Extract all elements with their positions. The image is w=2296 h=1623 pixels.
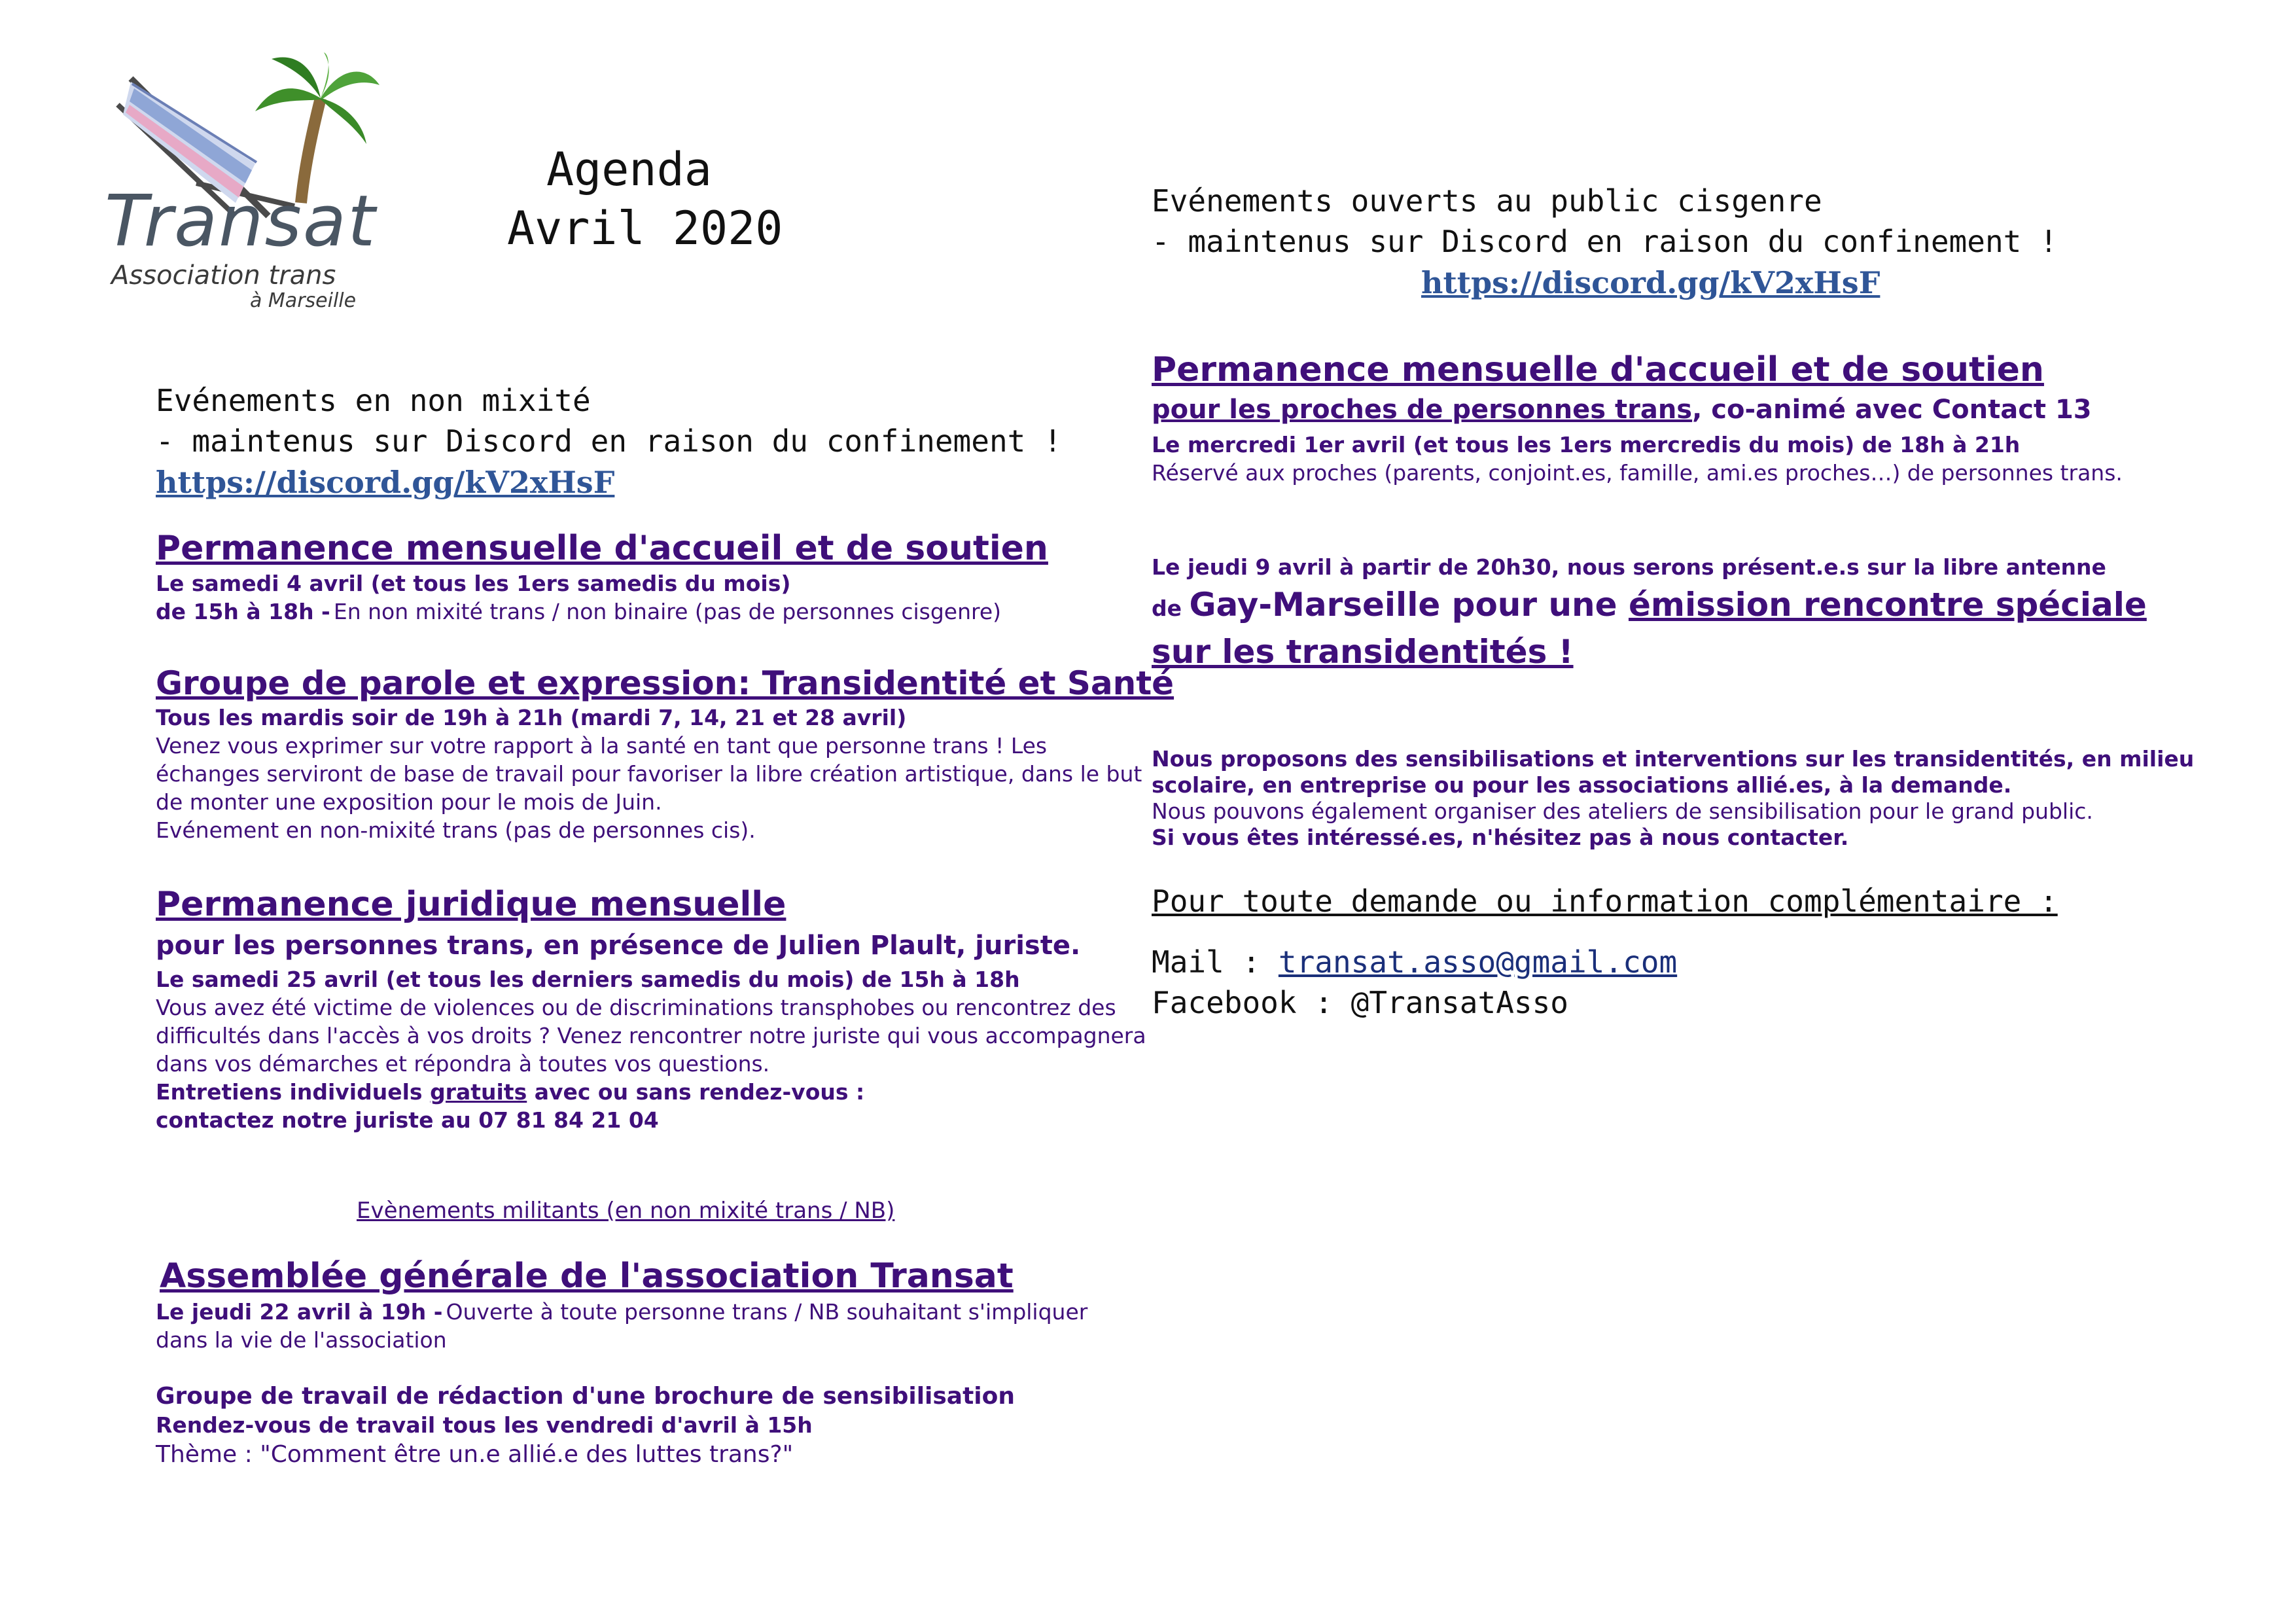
left-ev3-subtitle: pour les personnes trans, en présence de Julien Plault, juriste.	[156, 931, 1081, 961]
right-radio-gay-marseille: Gay-Marseille pour une	[1189, 586, 1629, 624]
left-ev1-date-2: de 15h à 18h -	[156, 599, 330, 624]
left-ev3-bold-1	[156, 1079, 864, 1105]
right-radio-line-3: sur les transidentités !	[1152, 633, 1574, 671]
contact-mail-link[interactable]: transat.asso@gmail.com	[1278, 944, 1678, 980]
logo-tagline-1: Association trans	[111, 260, 336, 291]
right-ev1-title: Permanence mensuelle d'accueil et de soutien	[1152, 350, 2044, 389]
right-intro-line-1: Evénements ouverts au public cisgenre	[1152, 183, 1822, 219]
left-ev3-bold-1c: avec ou sans rendez-vous :	[527, 1079, 865, 1105]
right-radio-de: de	[1152, 596, 1190, 621]
right-sensib-line-3: Nous pouvons également organiser des ateliers de sensibilisation pour le grand public.	[1152, 798, 2093, 824]
left-intro-line-2: - maintenus sur Discord en raison du confinement !	[156, 423, 1062, 459]
contact-facebook: Facebook : @TransatAsso	[1152, 985, 1568, 1020]
left-ev2-desc-3: de monter une exposition pour le mois de Juin.	[156, 789, 662, 815]
left-ev2-desc-1: Venez vous exprimer sur votre rapport à la santé en tant que personne trans ! Les	[156, 733, 1048, 758]
left-ev3-desc-2: difficultés dans l'accès à vos droits ? Venez rencontrer notre juriste qui vous accompagnera	[156, 1023, 1146, 1048]
logo-wordmark: Transat	[105, 181, 377, 262]
right-ev1-desc: Réservé aux proches (parents, conjoint.es, famille, ami.es proches…) de personnes trans.	[1152, 460, 2123, 486]
right-sensib-line-1: Nous proposons des sensibilisations et interventions sur les transidentités, en milieu	[1152, 746, 2195, 772]
left-ev4-desc-1: Ouverte à toute personne trans / NB souhaitant s'impliquer	[446, 1299, 1088, 1325]
left-ev5-title: Groupe de travail de rédaction d'une brochure de sensibilisation	[156, 1383, 1015, 1410]
right-ev1-date: Le mercredi 1er avril (et tous les 1ers mercredis du mois) de 18h à 21h	[1152, 432, 2021, 457]
left-ev3-date: Le samedi 25 avril (et tous les derniers samedis du mois) de 15h à 18h	[156, 967, 1020, 992]
right-radio-line-1: Le jeudi 9 avril à partir de 20h30, nous serons présent.e.s sur la libre antenne	[1152, 554, 2106, 580]
left-ev5-date: Rendez-vous de travail tous les vendredi d'avril à 15h	[156, 1412, 813, 1438]
page-title-line-2: Avril 2020	[507, 202, 783, 255]
right-ev1-subtitle-a: pour les proches de personnes trans	[1152, 395, 1693, 425]
left-ev3-title: Permanence juridique mensuelle	[156, 885, 786, 924]
left-ev3-desc-1: Vous avez été victime de violences ou de discriminations transphobes ou rencontrez des	[156, 995, 1116, 1020]
left-ev1-title: Permanence mensuelle d'accueil et de soutien	[156, 529, 1048, 568]
contact-mail-row	[1152, 944, 1677, 980]
left-ev2-date: Tous les mardis soir de 19h à 21h (mardi 7, 14, 21 et 28 avril)	[156, 705, 907, 730]
left-ev2-desc-2: échanges serviront de base de travail pour favoriser la libre création artistique, dans le but	[156, 761, 1142, 787]
left-ev4-date-row	[156, 1299, 1087, 1325]
militant-heading: Evènements militants (en non mixité trans / NB)	[357, 1198, 895, 1224]
left-ev1-desc: En non mixité trans / non binaire (pas de personnes cisgenre)	[333, 599, 1002, 624]
left-ev2-title: Groupe de parole et expression: Transidentité et Santé	[156, 664, 1174, 702]
left-discord-link[interactable]: https://discord.gg/kV2xHsF	[156, 465, 615, 500]
right-ev1-subtitle-b: , co-animé avec Contact 13	[1692, 395, 2092, 425]
left-ev4-title: Assemblée générale de l'association Transat	[160, 1257, 1014, 1296]
right-ev1-subtitle	[1152, 395, 2092, 425]
left-ev3-desc-3: dans vos démarches et répondra à toutes vos questions.	[156, 1051, 770, 1077]
left-ev3-phone: contactez notre juriste au 07 81 84 21 04	[156, 1107, 659, 1133]
left-ev1-date-1: Le samedi 4 avril (et tous les 1ers samedis du mois)	[156, 571, 791, 596]
right-discord-link[interactable]: https://discord.gg/kV2xHsF	[1421, 265, 1881, 300]
left-ev4-date: Le jeudi 22 avril à 19h -	[156, 1299, 443, 1325]
page-title-line-1: Agenda	[546, 143, 712, 196]
contact-heading: Pour toute demande ou information complémentaire :	[1152, 883, 2058, 919]
left-ev3-free: gratuits	[430, 1079, 527, 1105]
right-radio-emission: émission rencontre spéciale	[1628, 586, 2147, 624]
left-ev4-desc-2: dans la vie de l'association	[156, 1327, 447, 1353]
left-intro-line-1: Evénements en non mixité	[156, 383, 591, 418]
left-ev1-date-2-row	[156, 599, 1001, 624]
right-sensib-line-4: Si vous êtes intéressé.es, n'hésitez pas à nous contacter.	[1152, 825, 1849, 850]
logo	[105, 52, 380, 314]
left-ev2-desc-4: Evénement en non-mixité trans (pas de personnes cis).	[156, 817, 756, 843]
right-intro-line-2: - maintenus sur Discord en raison du confinement !	[1152, 224, 2058, 259]
right-radio-line-2	[1152, 586, 2147, 624]
left-ev3-bold-1a: Entretiens individuels	[156, 1079, 431, 1105]
contact-mail-label: Mail :	[1152, 944, 1279, 980]
left-ev5-theme: Thème : "Comment être un.e allié.e des luttes trans?"	[156, 1441, 794, 1468]
logo-tagline-2: à Marseille	[250, 289, 357, 312]
right-sensib-line-2: scolaire, en entreprise ou pour les associations allié.es, à la demande.	[1152, 772, 2012, 798]
